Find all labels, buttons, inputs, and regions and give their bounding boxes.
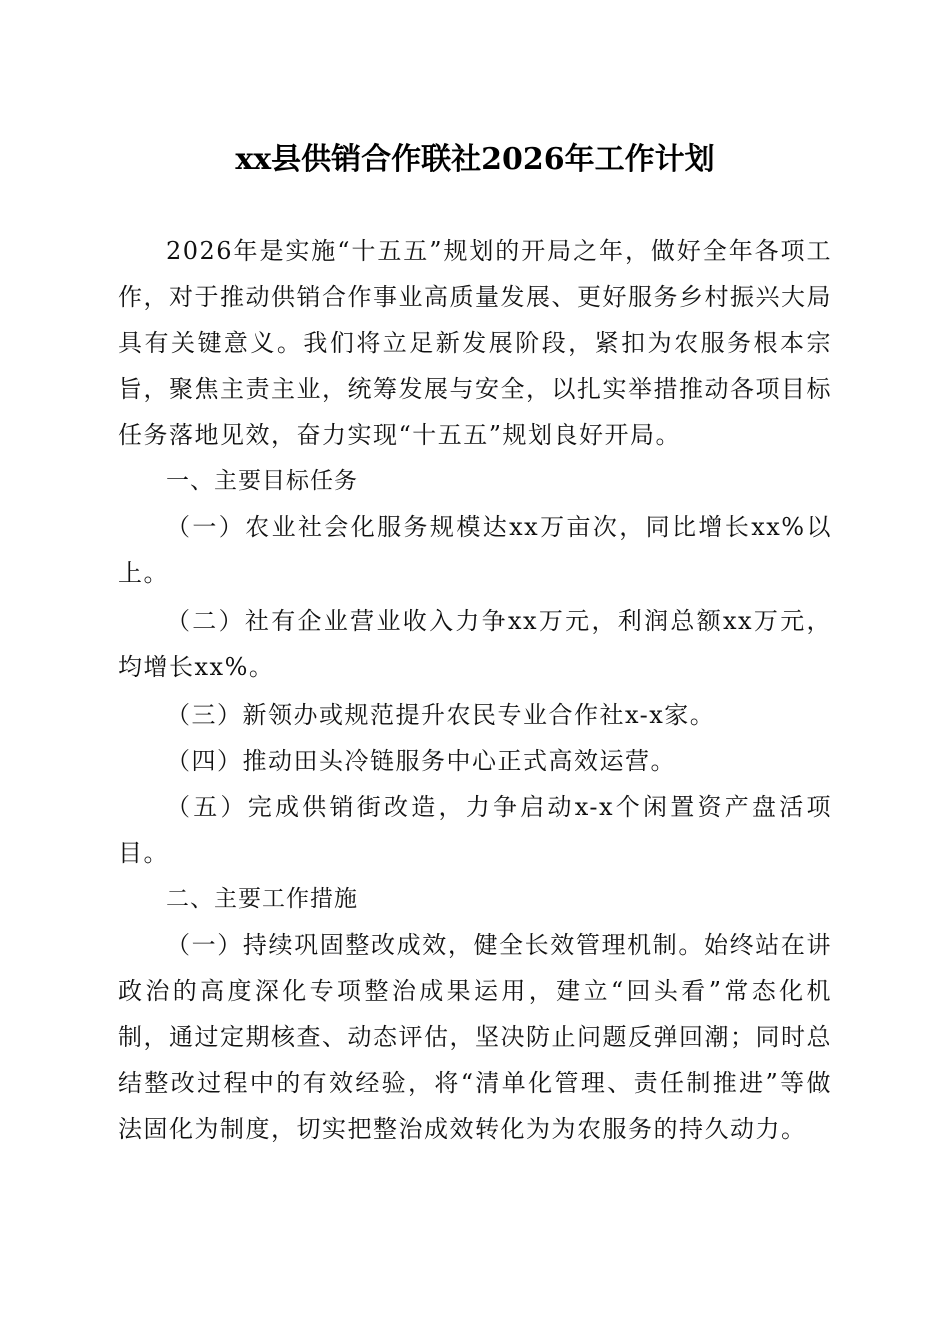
goal-item: （三）新领办或规范提升农民专业合作社x-x家。 <box>166 701 716 729</box>
document-title: xx县供销合作联社2026年工作计划 <box>235 142 715 177</box>
goal-item: （二）社有企业营业收入力争xx万元，利润总额xx万元，均增长xx%。 <box>118 607 832 681</box>
document-body <box>118 228 832 1152</box>
goal-item: （四）推动田头冷链服务中心正式高效运营。 <box>166 747 676 775</box>
goal-item: （五）完成供销街改造，力争启动x-x个闲置资产盘活项目。 <box>118 793 832 867</box>
goal-item: （一）农业社会化服务规模达xx万亩次，同比增长xx%以上。 <box>118 513 832 587</box>
measure-item: （一）持续巩固整改成效，健全长效管理机制。始终站在讲政治的高度深化专项整治成果运用，建立“回头看”常态化机制，通过定期核查、动态评估，坚决防止问题反弹回潮；同时总结整改过程中的有效经验，将“清单化管理、责任制推进”等做法固化为制度，切实把整治成效转化为为农服务的持久动力。 <box>118 931 832 1143</box>
section-heading-measures: 二、主要工作措施 <box>166 886 358 912</box>
intro-paragraph: 2026年是实施“十五五”规划的开局之年，做好全年各项工作，对于推动供销合作事业高质量发展、更好服务乡村振兴大局具有关键意义。我们将立足新发展阶段，紧扣为农服务根本宗旨，聚焦主责主业，统筹发展与安全，以扎实举措推动各项目标任务落地见效，奋力实现“十五五”规划良好开局。 <box>118 237 832 449</box>
section-heading-goals: 一、主要目标任务 <box>166 468 358 494</box>
